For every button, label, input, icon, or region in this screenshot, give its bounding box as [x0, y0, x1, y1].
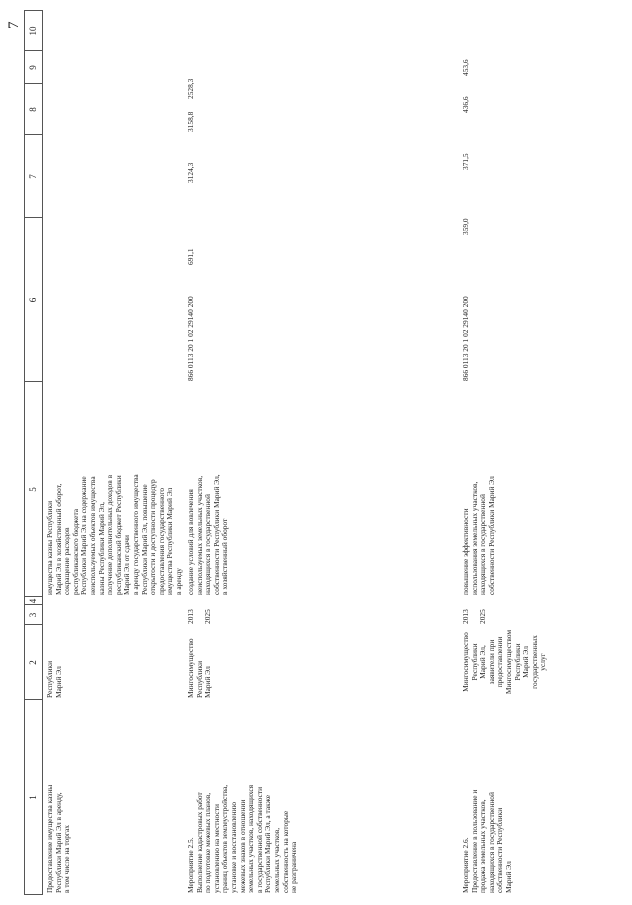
table-row-2-col2: Мингосимущество Республики Марий Эл	[186, 638, 213, 698]
column-header-10: 10	[28, 26, 38, 36]
table-row-3-col7: 359,0	[461, 218, 470, 235]
table-row-3-col3: 2013	[461, 609, 470, 624]
column-header-3: 3	[28, 612, 38, 618]
column-header-6: 6	[28, 297, 38, 303]
table-row-1-col5: имущества казны Республики Марий Эл в хозяйственный оборот, сокращение расходов республиканского бюджета Республики Марий Эл на содержание неиспользуемых объектов имущества казны Республики Марий Эл, получение дополнительных доходов в республиканский бюджет Республики Марий Эл от сдачи в аренду государственного имущества Республики Марий Эл, повышение открытости и доступности процедур предоставления государственного имущества Республики Марий Эл в аренду	[45, 474, 183, 595]
table-row-2-col3: 2013	[186, 609, 195, 624]
column-header-7: 7	[28, 174, 38, 179]
table-row-1-col2: Республики Марий Эл	[45, 660, 63, 698]
table-row-3-col4: 2025	[478, 609, 487, 624]
table-row-3-col5: повышение эффективности использования земельных участков, находящихся в государственной собственности Республики Марий Эл	[461, 476, 496, 595]
table-row-3-col8: 371,5	[461, 153, 470, 170]
column-header-8: 8	[28, 107, 38, 112]
table-row-3-col10: 453,6	[461, 59, 470, 76]
table-row-2-col4: 2025	[203, 609, 212, 624]
header-bottom-border	[42, 10, 43, 895]
table-row-3-col2: Мингосимущество Республики Марий Эл, заявители при предоставлении Мингосимуществом Республики Марий Эл государственных услуг	[461, 629, 548, 695]
table-row-1-col1: Предоставление имущества казны Республики Марий Эл в аренду, в том числе на торгах	[45, 784, 72, 893]
column-header-5: 5	[28, 487, 38, 492]
table-row-3-col1: Мероприятие 2.6. Предоставление в пользование и продажа земельных участков, находящихся в государственной собственности Республики Марий Эл	[461, 789, 513, 893]
table-row-2-col1: Мероприятие 2.5. Выполнение кадастровых работ по подготовке межевых планов, установлению на местности границ объектов землеустройства, установке и восстановлению межевых знаков в отношении земельных участков, находящихся в государственной собственности Республики Марий Эл, а также земельных участков, собственность на которые не разграничена	[186, 784, 299, 893]
table-row-2-col7: 691,1	[186, 248, 195, 265]
table-row-3-col6: 866 0113 20 1 02 29140 200	[461, 296, 470, 381]
table-row-3-col9: 436,6	[461, 96, 470, 113]
table-row-2-col6: 866 0113 20 1 02 29140 200	[186, 296, 195, 381]
column-header-2: 2	[28, 660, 38, 665]
column-header-9: 9	[28, 65, 38, 70]
column-header-4: 4	[28, 598, 38, 604]
column-header-1: 1	[28, 795, 38, 800]
page-number: 7	[6, 21, 22, 29]
table-row-2-col10: 2528,3	[186, 78, 195, 99]
table-row-2-col5: создание условий для вовлечения неиспользуемых земельных участков, находящихся в государственной собственности Республики Марий Эл, в хозяйственный оборот	[186, 474, 230, 595]
table-row-2-col8: 3124,3	[186, 162, 195, 183]
table-row-2-col9: 3158,8	[186, 111, 195, 132]
